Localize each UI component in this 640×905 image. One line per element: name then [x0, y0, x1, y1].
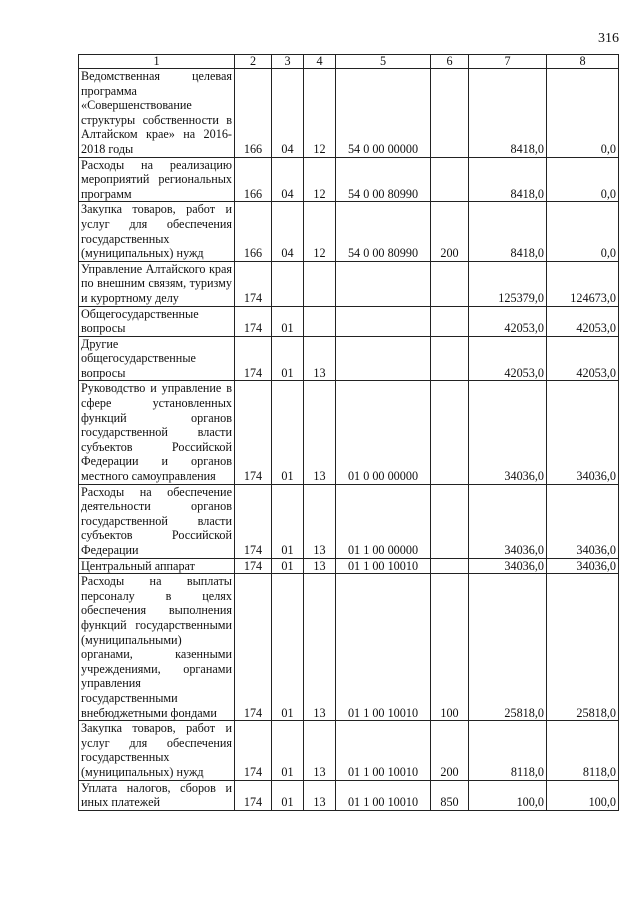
subsection-code: 12 — [304, 69, 336, 158]
amount-col-8: 34036,0 — [547, 484, 619, 558]
column-header: 7 — [469, 55, 547, 69]
subsection-code: 13 — [304, 381, 336, 484]
section-code: 04 — [272, 157, 304, 202]
target-article-code: 01 1 00 10010 — [336, 780, 431, 810]
table-row — [79, 306, 619, 336]
target-article-code: 01 0 00 00000 — [336, 381, 431, 484]
table-row — [79, 558, 619, 574]
column-header: 6 — [431, 55, 469, 69]
subsection-code: 13 — [304, 574, 336, 721]
column-header: 1 — [79, 55, 235, 69]
amount-col-7: 42053,0 — [469, 336, 547, 381]
table-row — [79, 69, 619, 158]
ministry-code: 166 — [235, 202, 272, 261]
expense-type-code: 100 — [431, 574, 469, 721]
item-name: Другие общегосударственные вопросы — [79, 336, 235, 381]
section-code: 01 — [272, 574, 304, 721]
expense-type-code — [431, 157, 469, 202]
expense-type-code — [431, 336, 469, 381]
amount-col-8: 42053,0 — [547, 306, 619, 336]
ministry-code: 166 — [235, 69, 272, 158]
item-name: Расходы на обеспечение деятельности органов государственной власти субъектов Российской Федерации — [79, 484, 235, 558]
expense-type-code — [431, 381, 469, 484]
ministry-code: 174 — [235, 261, 272, 306]
amount-col-7: 8418,0 — [469, 202, 547, 261]
item-name: Руководство и управление в сфере установленных функций органов государственной власти субъектов Российской Федерации и органов местного самоуправления — [79, 381, 235, 484]
amount-col-8: 0,0 — [547, 69, 619, 158]
expense-type-code — [431, 69, 469, 158]
target-article-code — [336, 261, 431, 306]
table-row — [79, 721, 619, 780]
page-number: 316 — [598, 31, 619, 46]
target-article-code: 54 0 00 00000 — [336, 69, 431, 158]
amount-col-7: 34036,0 — [469, 381, 547, 484]
table-row — [79, 381, 619, 484]
amount-col-8: 0,0 — [547, 202, 619, 261]
section-code: 01 — [272, 484, 304, 558]
section-code: 01 — [272, 721, 304, 780]
ministry-code: 174 — [235, 780, 272, 810]
expense-type-code: 200 — [431, 721, 469, 780]
table-row — [79, 780, 619, 810]
target-article-code: 54 0 00 80990 — [336, 157, 431, 202]
table-row — [79, 157, 619, 202]
amount-col-7: 125379,0 — [469, 261, 547, 306]
table-row — [79, 261, 619, 306]
column-header: 8 — [547, 55, 619, 69]
target-article-code: 01 1 00 10010 — [336, 721, 431, 780]
ministry-code: 166 — [235, 157, 272, 202]
ministry-code: 174 — [235, 381, 272, 484]
section-code: 04 — [272, 202, 304, 261]
item-name: Уплата налогов, сборов и иных платежей — [79, 780, 235, 810]
item-name: Закупка товаров, работ и услуг для обеспечения государственных (муниципальных) нужд — [79, 202, 235, 261]
table-row — [79, 574, 619, 721]
amount-col-7: 34036,0 — [469, 484, 547, 558]
subsection-code: 13 — [304, 336, 336, 381]
item-name: Общегосударственные вопросы — [79, 306, 235, 336]
amount-col-7: 8418,0 — [469, 69, 547, 158]
header-row — [79, 55, 619, 69]
ministry-code: 174 — [235, 721, 272, 780]
amount-col-8: 42053,0 — [547, 336, 619, 381]
amount-col-8: 100,0 — [547, 780, 619, 810]
ministry-code: 174 — [235, 558, 272, 574]
ministry-code: 174 — [235, 484, 272, 558]
column-header: 3 — [272, 55, 304, 69]
amount-col-8: 34036,0 — [547, 381, 619, 484]
target-article-code — [336, 306, 431, 336]
section-code: 01 — [272, 381, 304, 484]
target-article-code: 01 1 00 10010 — [336, 558, 431, 574]
section-code: 01 — [272, 780, 304, 810]
amount-col-7: 25818,0 — [469, 574, 547, 721]
subsection-code: 12 — [304, 202, 336, 261]
section-code: 01 — [272, 336, 304, 381]
expense-type-code: 200 — [431, 202, 469, 261]
item-name: Центральный аппарат — [79, 558, 235, 574]
target-article-code: 01 1 00 10010 — [336, 574, 431, 721]
subsection-code — [304, 306, 336, 336]
amount-col-8: 8118,0 — [547, 721, 619, 780]
item-name: Закупка товаров, работ и услуг для обеспечения государственных (муниципальных) нужд — [79, 721, 235, 780]
subsection-code: 13 — [304, 558, 336, 574]
budget-table — [78, 54, 619, 811]
table-row — [79, 336, 619, 381]
section-code: 01 — [272, 306, 304, 336]
expense-type-code: 850 — [431, 780, 469, 810]
amount-col-8: 34036,0 — [547, 558, 619, 574]
amount-col-7: 8418,0 — [469, 157, 547, 202]
amount-col-8: 25818,0 — [547, 574, 619, 721]
subsection-code: 12 — [304, 157, 336, 202]
column-header: 4 — [304, 55, 336, 69]
target-article-code: 01 1 00 00000 — [336, 484, 431, 558]
target-article-code: 54 0 00 80990 — [336, 202, 431, 261]
amount-col-8: 0,0 — [547, 157, 619, 202]
amount-col-7: 100,0 — [469, 780, 547, 810]
item-name: Расходы на реализацию мероприятий региональных программ — [79, 157, 235, 202]
item-name: Ведомственная целевая программа «Совершенствование структуры собственности в Алтайском крае» на 2016-2018 годы — [79, 69, 235, 158]
amount-col-7: 8118,0 — [469, 721, 547, 780]
item-name: Расходы на выплаты персоналу в целях обеспечения выполнения функций государственными (муниципальными) органами, казенными учреждениями, органами управления государственными внебюджетными фондами — [79, 574, 235, 721]
column-header: 2 — [235, 55, 272, 69]
subsection-code: 13 — [304, 721, 336, 780]
ministry-code: 174 — [235, 574, 272, 721]
amount-col-7: 42053,0 — [469, 306, 547, 336]
expense-type-code — [431, 558, 469, 574]
section-code: 04 — [272, 69, 304, 158]
section-code: 01 — [272, 558, 304, 574]
table-row — [79, 202, 619, 261]
amount-col-8: 124673,0 — [547, 261, 619, 306]
section-code — [272, 261, 304, 306]
amount-col-7: 34036,0 — [469, 558, 547, 574]
table-row — [79, 484, 619, 558]
ministry-code: 174 — [235, 306, 272, 336]
expense-type-code — [431, 306, 469, 336]
subsection-code — [304, 261, 336, 306]
expense-type-code — [431, 261, 469, 306]
expense-type-code — [431, 484, 469, 558]
column-header: 5 — [336, 55, 431, 69]
subsection-code: 13 — [304, 780, 336, 810]
ministry-code: 174 — [235, 336, 272, 381]
subsection-code: 13 — [304, 484, 336, 558]
item-name: Управление Алтайского края по внешним связям, туризму и курортному делу — [79, 261, 235, 306]
target-article-code — [336, 336, 431, 381]
